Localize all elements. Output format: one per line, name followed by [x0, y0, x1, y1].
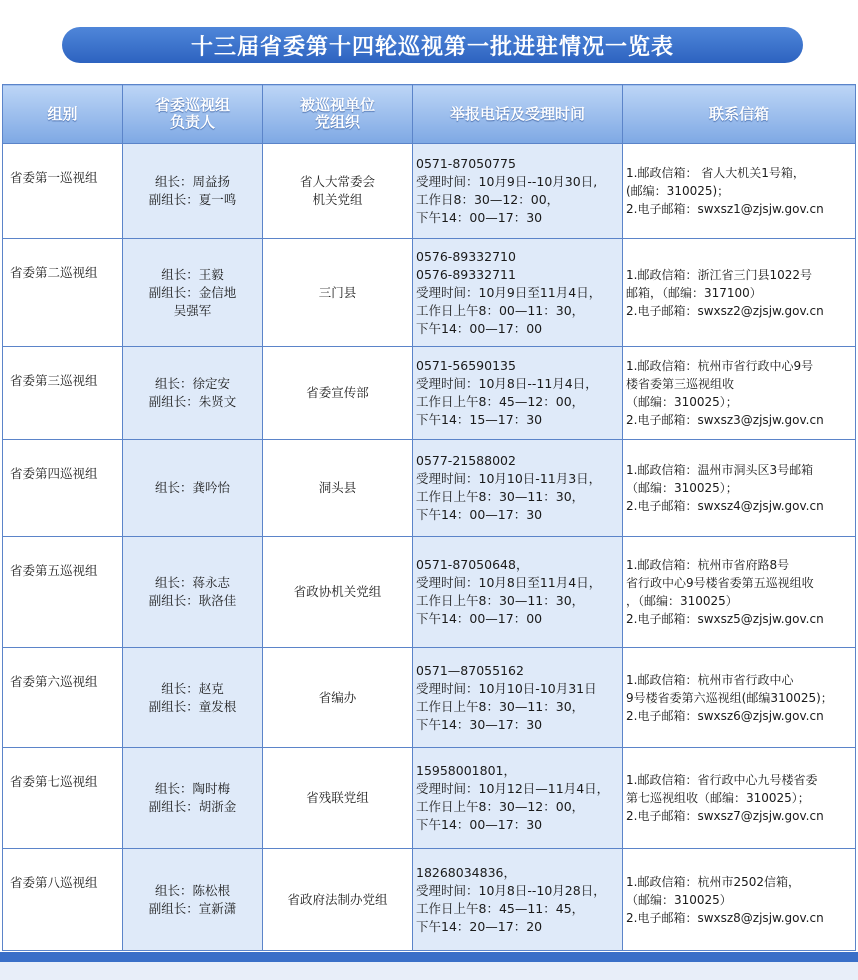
- leader-line: 组长：赵克: [161, 680, 224, 696]
- leader-cell: [123, 239, 263, 347]
- contact-line: 楼省委第三巡视组收: [626, 377, 735, 391]
- contact-line: 1.邮政信箱：杭州市2502信箱，: [626, 874, 800, 889]
- leader-cell: [123, 849, 263, 951]
- leader-line: 组长：龚吟怡: [154, 480, 230, 495]
- unit-cell: [263, 144, 413, 239]
- phone-cell: [413, 239, 623, 347]
- phone-line: 下午14：00—17：30: [416, 507, 543, 522]
- leader-line: 副组长：胡浙金: [148, 799, 237, 814]
- contact-line: 2.电子邮箱：swxsz1@zjsjw.gov.cn: [626, 202, 824, 216]
- contact-line: 1.邮政信箱：杭州市省行政中心9号: [626, 359, 814, 373]
- contact-cell: [623, 144, 856, 239]
- footer-band: [0, 962, 858, 980]
- phone-line: 工作日上午8：30—11：30，: [416, 489, 585, 504]
- phone-line: 工作日上午8：45—12：00，: [416, 394, 585, 409]
- group-name: 省委第二巡视组: [10, 265, 98, 280]
- contact-line: 邮箱，（邮编：317100）: [626, 285, 762, 300]
- header-unit-line: 被巡视单位: [299, 96, 375, 114]
- unit-line: 机关党组: [312, 192, 363, 207]
- contact-line: （邮编：310025）；: [626, 395, 738, 409]
- phone-line: 0576-89332711: [416, 266, 516, 282]
- group-cell: [3, 849, 123, 951]
- phone-line: 受理时间：10月9日--10月30日,: [416, 174, 598, 189]
- leader-cell: [123, 748, 263, 849]
- contact-line: 2.电子邮箱：swxsz6@zjsjw.gov.cn: [626, 708, 824, 723]
- phone-line: 0571-87050648，: [416, 557, 529, 572]
- contact-line: 1.邮政信箱：温州市洞头区3号邮箱: [626, 463, 814, 477]
- unit-line: 省委宣传部: [306, 385, 369, 400]
- phone-line: 工作日上午8：30—12：00，: [416, 799, 585, 814]
- contact-line: 2.电子邮箱：swxsz5@zjsjw.gov.cn: [626, 612, 824, 626]
- leader-line: 组长：周益扬: [154, 174, 230, 189]
- header-unit: [263, 85, 413, 144]
- contact-line: 9号楼省委第六巡视组(邮编310025)；: [626, 690, 833, 705]
- contact-line: 省行政中心9号楼省委第五巡视组收: [626, 576, 814, 590]
- unit-line: 省编办: [318, 689, 357, 705]
- phone-line: 下午14：15—17：30: [416, 412, 543, 427]
- phone-cell: [413, 748, 623, 849]
- leader-cell: [123, 440, 263, 537]
- phone-line: 工作日上午8：45—11：45，: [416, 900, 585, 916]
- phone-line: 下午14：30—17：30: [416, 716, 543, 732]
- phone-line: 受理时间：10月8日至11月4日，: [416, 575, 602, 590]
- contact-cell: [623, 239, 856, 347]
- phone-line: 下午14：20—17：20: [416, 918, 543, 934]
- group-cell: [3, 537, 123, 648]
- phone-line: 0571—87055162: [416, 662, 524, 678]
- leader-cell: [123, 144, 263, 239]
- header-group: 组别: [3, 85, 123, 144]
- unit-cell: [263, 849, 413, 951]
- contact-line: 1.邮政信箱：省行政中心九号楼省委: [626, 773, 818, 787]
- leader-line: 副组长：童发根: [148, 698, 237, 714]
- phone-cell: [413, 144, 623, 239]
- unit-cell: [263, 748, 413, 849]
- contact-line: 2.电子邮箱：swxsz3@zjsjw.gov.cn: [626, 413, 824, 427]
- phone-line: 15958001801，: [416, 763, 516, 778]
- table-row: [3, 440, 856, 537]
- leader-line: 副组长：夏一鸣: [148, 192, 237, 207]
- contact-cell: [623, 440, 856, 537]
- phone-line: 受理时间：10月12日—11月4日，: [416, 781, 610, 796]
- group-name: 省委第一巡视组: [10, 170, 98, 185]
- phone-line: 下午14：00—17：30: [416, 817, 543, 832]
- contact-line: 1.邮政信箱：浙江省三门县1022号: [626, 267, 812, 282]
- phone-line: 0577-21588002: [416, 453, 516, 468]
- leader-cell: [123, 537, 263, 648]
- phone-cell: [413, 347, 623, 440]
- phone-line: 受理时间：10月8日--10月28日，: [416, 882, 606, 898]
- contact-line: 2.电子邮箱：swxsz8@zjsjw.gov.cn: [626, 910, 824, 925]
- contact-line: （邮编：310025）；: [626, 481, 738, 495]
- group-name: 省委第六巡视组: [10, 674, 98, 689]
- phone-line: 0571-87050775: [416, 156, 516, 171]
- header-unit-line: 党组织: [314, 113, 360, 131]
- inspection-table: [2, 84, 856, 951]
- phone-line: 工作日上午8：00—11：30，: [416, 302, 585, 318]
- unit-line: 省政府法制办党组: [287, 891, 388, 907]
- contact-line: 1.邮政信箱：杭州市省府路8号: [626, 558, 790, 572]
- contact-cell: [623, 849, 856, 951]
- header-phone: 举报电话及受理时间: [413, 85, 623, 144]
- phone-line: 下午14：00—17：30: [416, 210, 543, 225]
- contact-line: ，（邮编：310025）: [626, 594, 738, 608]
- leader-line: 组长：陶时梅: [154, 781, 230, 796]
- phone-line: 工作日上午8：30—11：30，: [416, 698, 585, 714]
- unit-cell: [263, 537, 413, 648]
- unit-line: 省政协机关党组: [293, 584, 382, 599]
- table-row: [3, 648, 856, 748]
- group-cell: [3, 144, 123, 239]
- phone-cell: [413, 648, 623, 748]
- leader-line: 组长：陈松根: [154, 882, 230, 898]
- phone-line: 受理时间：10月9日至11月4日，: [416, 284, 602, 300]
- group-cell: [3, 347, 123, 440]
- leader-cell: [123, 648, 263, 748]
- contact-line: 2.电子邮箱：swxsz7@zjsjw.gov.cn: [626, 809, 824, 823]
- phone-cell: [413, 849, 623, 951]
- table-row: [3, 144, 856, 239]
- contact-cell: [623, 748, 856, 849]
- leader-line: 副组长：金信地: [148, 284, 237, 300]
- phone-line: 下午14：00—17：00: [416, 611, 543, 626]
- group-cell: [3, 748, 123, 849]
- leader-line: 组长：王毅: [161, 266, 224, 282]
- phone-line: 0576-89332710: [416, 248, 516, 264]
- contact-cell: [623, 648, 856, 748]
- unit-cell: [263, 648, 413, 748]
- leader-line: 吴强军: [173, 302, 212, 318]
- group-name: 省委第四巡视组: [10, 466, 98, 481]
- header-leader: [123, 85, 263, 144]
- phone-line: 工作日8：30—12：00，: [416, 192, 560, 207]
- unit-line: 三门县: [318, 284, 357, 300]
- contact-line: （邮编：310025）: [626, 892, 732, 907]
- header-leader-line: 省委巡视组: [154, 96, 230, 114]
- contact-line: (邮编：310025)；: [626, 184, 730, 198]
- unit-cell: [263, 347, 413, 440]
- footer-bar: [0, 952, 858, 962]
- unit-line: 省残联党组: [306, 790, 369, 805]
- phone-line: 下午14：00—17：00: [416, 320, 543, 336]
- table-row: [3, 239, 856, 347]
- unit-cell: [263, 239, 413, 347]
- leader-line: 组长：蒋永志: [154, 575, 230, 590]
- header-leader-line: 负责人: [169, 113, 215, 131]
- leader-cell: [123, 347, 263, 440]
- leader-line: 副组长：宣新潇: [148, 900, 237, 916]
- table-row: [3, 347, 856, 440]
- unit-line: 省人大常委会: [299, 174, 375, 189]
- page-title: 十三届省委第十四轮巡视第一批进驻情况一览表: [62, 27, 803, 63]
- contact-line: 2.电子邮箱：swxsz4@zjsjw.gov.cn: [626, 499, 824, 513]
- phone-line: 受理时间：10月10日-10月31日: [416, 680, 597, 696]
- contact-line: 2.电子邮箱：swxsz2@zjsjw.gov.cn: [626, 303, 824, 318]
- table-row: [3, 849, 856, 951]
- phone-line: 受理时间：10月8日--11月4日，: [416, 376, 598, 391]
- leader-line: 副组长：朱贤文: [148, 394, 237, 409]
- group-name: 省委第三巡视组: [10, 373, 98, 388]
- phone-line: 工作日上午8：30—11：30，: [416, 593, 585, 608]
- phone-line: 受理时间：10月10日-11月3日，: [416, 471, 602, 486]
- unit-cell: [263, 440, 413, 537]
- group-name: 省委第七巡视组: [10, 774, 98, 789]
- group-name: 省委第五巡视组: [10, 563, 98, 578]
- unit-line: 洞头县: [318, 480, 357, 495]
- leader-line: 组长：徐定安: [154, 376, 230, 391]
- group-cell: [3, 440, 123, 537]
- contact-line: 1.邮政信箱：杭州市省行政中心: [626, 672, 794, 687]
- contact-line: 第七巡视组收（邮编：310025）；: [626, 791, 810, 805]
- phone-line: 0571-56590135: [416, 358, 516, 373]
- table-row: [3, 748, 856, 849]
- contact-line: 1.邮政信箱： 省人大机关1号箱，: [626, 166, 805, 180]
- leader-line: 副组长：耿洛佳: [148, 593, 237, 608]
- table-header-row: [3, 85, 856, 144]
- contact-cell: [623, 537, 856, 648]
- phone-cell: [413, 440, 623, 537]
- phone-cell: [413, 537, 623, 648]
- table-row: [3, 537, 856, 648]
- header-contact: 联系信箱: [623, 85, 856, 144]
- phone-line: 18268034836，: [416, 864, 516, 880]
- group-name: 省委第八巡视组: [10, 875, 98, 890]
- group-cell: [3, 239, 123, 347]
- group-cell: [3, 648, 123, 748]
- contact-cell: [623, 347, 856, 440]
